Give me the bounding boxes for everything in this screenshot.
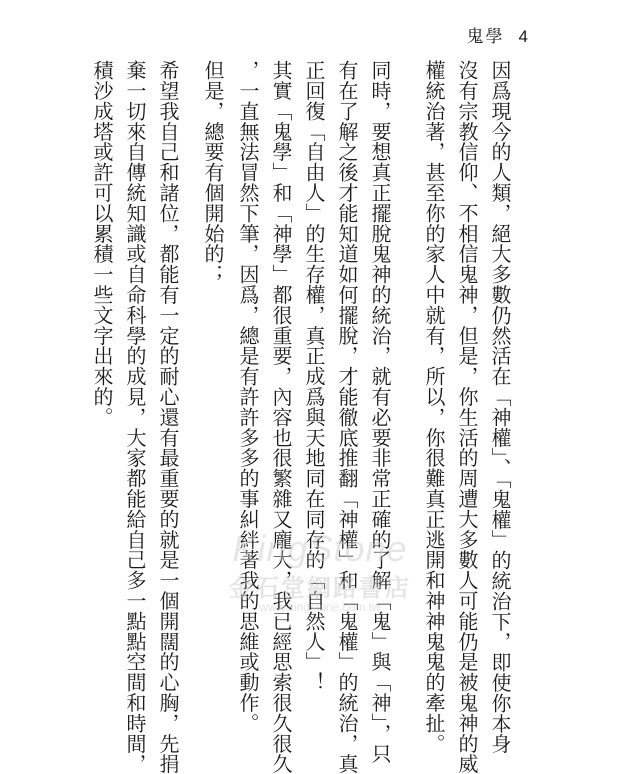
book-title: 鬼學: [466, 27, 505, 47]
page-header: [467, 22, 530, 47]
text-column: 因爲現今的人類，絕大多數仍然活在「神權」、「鬼權」的統治下，即使你本身: [488, 60, 512, 754]
watermark-store-name: 金石堂網路書店: [229, 573, 411, 602]
text-column: 正回復「自由人」的生存權，真正成爲與天地同在同存的「自然人」！: [302, 60, 326, 693]
text-column: 積沙成塔或許可以累積一些文字出來的。: [90, 60, 114, 428]
text-column: 希望我自己和諸位，都能有一定的耐心還有最重要的就是一個開闊的心胸，先捐: [156, 60, 180, 774]
watermark-url: www.kingstone.com.tw: [259, 600, 381, 614]
text-column: 有在了解之後才能知道如何擺脫，才能徹底推翻「神權」和「鬼權」的統治，真: [335, 60, 359, 774]
text-column: 其實「鬼學」和「神學」都很重要，內容也很繁雜又龐大，我已經思索很久很久: [269, 60, 293, 774]
text-column: 但是，總要有個開始的；: [201, 60, 225, 285]
watermark-logo: KingStone: [232, 528, 408, 569]
text-column: ，一直無法冒然下筆，因爲，總是有許許多多的事糾絆著我的思維或動作。: [236, 60, 260, 734]
page-number: 4: [518, 27, 530, 46]
text-column: 棄一切來自傳統知識或自命科學的成見，大家都能給自己多一點點空間和時間，: [123, 60, 147, 774]
text-column: 同時，要想真正擺脫鬼神的統治，就有必要非常正確的了解「鬼」與「神」，只: [368, 60, 392, 764]
text-column: 權統治著，甚至你的家人中就有，所以，你很難真正逃開和神神鬼鬼的牽扯。: [422, 60, 446, 754]
text-column: 沒有宗教信仰、不相信鬼神，但是，你生活的周遭大多數人可能仍是被鬼神的威: [455, 60, 479, 774]
